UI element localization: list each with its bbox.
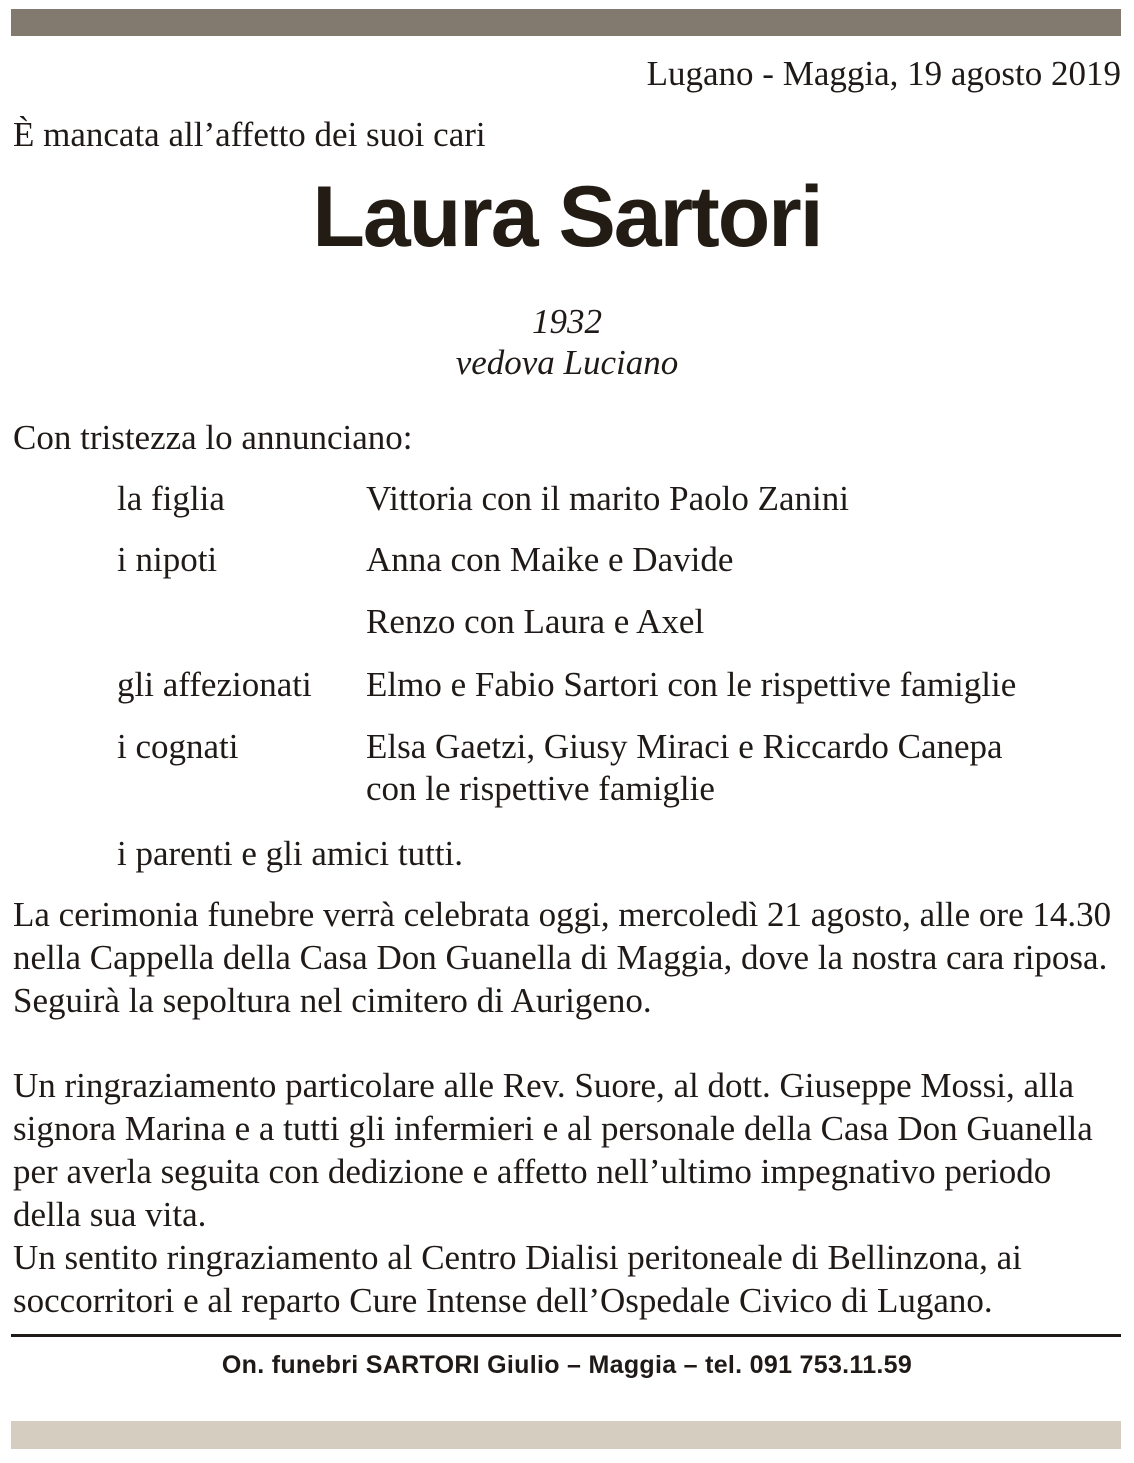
relation-names: Elmo e Fabio Sartori con le rispettive famiglie — [366, 665, 1017, 704]
intro-line: È mancata all’affetto dei suoi cari — [13, 115, 486, 154]
relation-names: Elsa Gaetzi, Giusy Miraci e Riccardo Canepa — [366, 727, 1003, 766]
place-date: Lugano - Maggia, 19 agosto 2019 — [646, 54, 1121, 93]
relation-label: i nipoti — [117, 540, 218, 579]
ceremony-paragraph: La cerimonia funebre verrà celebrata oggi, mercoledì 21 agosto, alle ore 14.30 nella Cappella della Casa Don Guanella di Maggia, dove la nostra cara riposa. Seguirà la sepoltura nel cimitero di Aurigeno. — [13, 895, 1112, 1020]
relation-label: i cognati — [117, 727, 239, 766]
widow-of: vedova Luciano — [455, 343, 679, 382]
thanks-paragraph: Un ringraziamento particolare alle Rev. Suore, al dott. Giuseppe Mossi, alla signora Marina e a tutti gli infermieri e al personale della Casa Don Guanella per averla seguita con dedizione e affetto nell’ultimo impegnativo periodo della sua vita. — [13, 1066, 1093, 1234]
footer-divider — [11, 1334, 1121, 1337]
deceased-name: Laura Sartori — [312, 169, 822, 265]
thanks-hospital-paragraph: Un sentito ringraziamento al Centro Dialisi peritoneale di Bellinzona, ai soccorritori e al reparto Cure Intense dell’Ospedale Civico di Lugano. — [13, 1238, 1022, 1320]
relation-names: Vittoria con il marito Paolo Zanini — [366, 479, 849, 518]
top-decorative-bar — [11, 9, 1121, 36]
relation-label: la figlia — [117, 479, 225, 518]
relation-names: Anna con Maike e Davide — [366, 540, 734, 579]
announce-heading: Con tristezza lo annunciano: — [13, 418, 413, 457]
bottom-decorative-bar — [11, 1421, 1121, 1449]
relation-label: gli affezionati — [117, 665, 312, 704]
relation-names-continued: con le rispettive famiglie — [366, 769, 715, 808]
birth-year: 1932 — [532, 302, 602, 341]
funeral-home-contact: On. funebri SARTORI Giulio – Maggia – tel. 091 753.11.59 — [221, 1351, 913, 1379]
closing-line: i parenti e gli amici tutti. — [117, 834, 464, 873]
relation-names: Renzo con Laura e Axel — [366, 602, 705, 641]
